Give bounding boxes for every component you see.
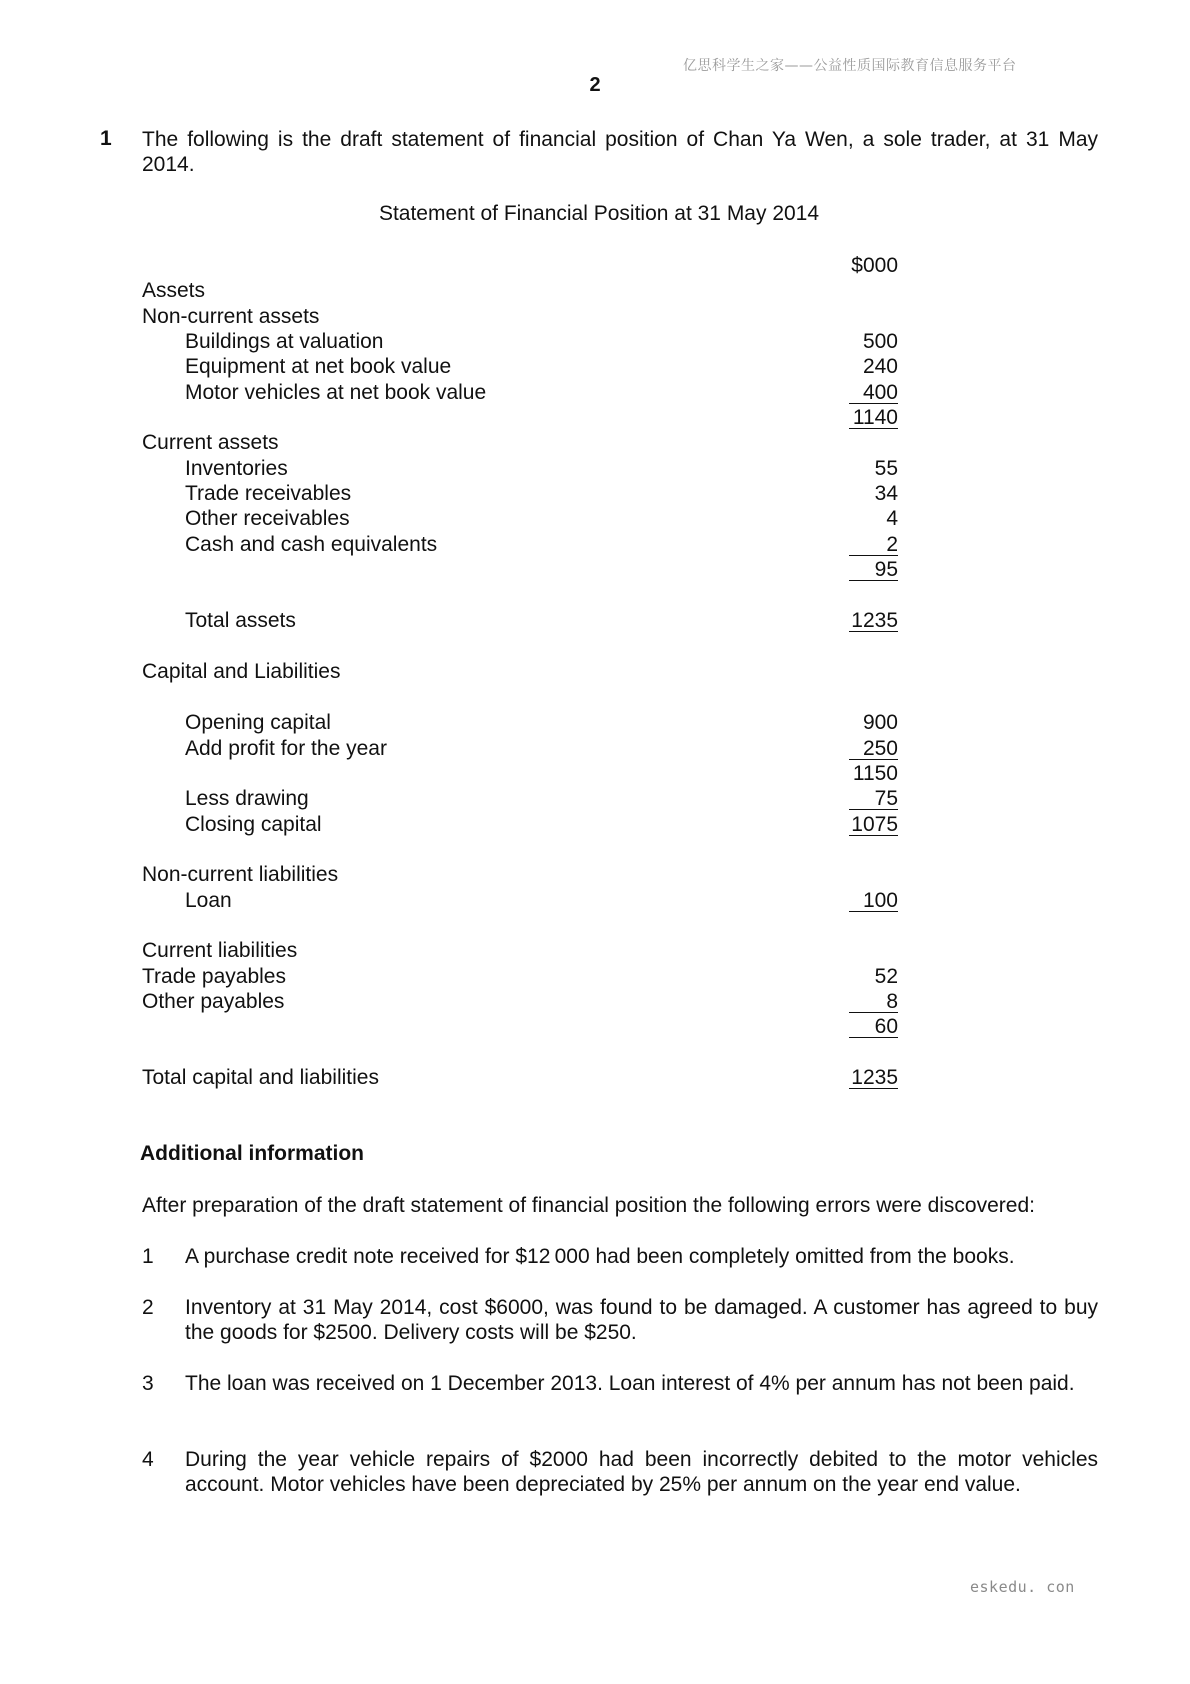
question-intro: The following is the draft statement of financial position of Chan Ya Wen, a sole trader, at 31 May 2014.: [142, 128, 1098, 176]
statement-row-amount: [780, 710, 898, 735]
statement-row-label: Non-current assets: [142, 305, 320, 328]
statement-row-label: Capital and Liabilities: [142, 660, 341, 683]
amount-value: 8: [849, 991, 898, 1013]
amount-value: 1235: [849, 1067, 898, 1089]
amount-value: 240: [862, 355, 898, 378]
statement-row-label: Opening capital: [185, 711, 331, 734]
amount-value: 52: [874, 965, 898, 988]
watermark-header: 亿思科学生之家——公益性质国际教育信息服务平台: [683, 58, 1017, 74]
statement-row-amount: [780, 532, 898, 557]
statement-row-amount: [780, 888, 898, 913]
statement-row-label: Trade payables: [142, 965, 286, 988]
statement-row-label: Current assets: [142, 431, 279, 454]
additional-info-heading: Additional information: [140, 1142, 364, 1165]
statement-row-label: Non-current liabilities: [142, 863, 339, 886]
statement-row-amount: [780, 405, 898, 430]
statement-row-amount: [780, 354, 898, 379]
error-item-text: The loan was received on 1 December 2013. Loan interest of 4% per annum has not been paid.: [185, 1372, 1075, 1395]
error-item-number: 3: [142, 1372, 154, 1395]
statement-row-label: Total capital and liabilities: [142, 1066, 379, 1089]
statement-row-amount: [780, 786, 898, 811]
amount-value: 1150: [852, 762, 898, 785]
amount-value: 500: [862, 330, 898, 353]
statement-title: Statement of Financial Position at 31 May 2014: [378, 202, 820, 225]
question-number: 1: [100, 127, 112, 150]
currency-header: $000: [851, 254, 898, 277]
statement-row-amount: [780, 380, 898, 405]
statement-row-amount: [780, 964, 898, 989]
statement-row-label: Closing capital: [185, 813, 322, 836]
statement-row-label: Less drawing: [185, 787, 309, 810]
amount-value: 4: [886, 507, 898, 530]
amount-value: 55: [874, 457, 898, 480]
amount-value: 250: [849, 738, 898, 760]
statement-row-amount: [780, 506, 898, 531]
error-item-number: 4: [142, 1448, 154, 1471]
additional-info-lead: After preparation of the draft statement of financial position the following errors were discovered:: [142, 1194, 1035, 1217]
error-item-text: Inventory at 31 May 2014, cost $6000, was found to be damaged. A customer has agreed to buy the goods for $2500. Delivery costs will be $250.: [185, 1296, 1098, 1344]
amount-value: 1140: [849, 407, 898, 429]
amount-value: 75: [849, 788, 898, 810]
statement-row-amount: [780, 481, 898, 506]
amount-value: 60: [849, 1016, 898, 1038]
statement-row-label: Equipment at net book value: [185, 355, 452, 378]
amount-value: 400: [849, 382, 898, 404]
statement-row-amount: [780, 1065, 898, 1090]
statement-row-label: Motor vehicles at net book value: [185, 381, 487, 404]
amount-value: 1235: [849, 610, 898, 632]
statement-row-amount: [780, 736, 898, 761]
statement-row-label: Trade receivables: [185, 482, 352, 505]
statement-row-label: Buildings at valuation: [185, 330, 384, 353]
statement-row-label: Add profit for the year: [185, 737, 387, 760]
statement-row-label: Other payables: [142, 990, 285, 1013]
error-item-text: A purchase credit note received for $12 000 had been completely omitted from the books.: [185, 1245, 1015, 1268]
statement-row-label: Inventories: [185, 457, 288, 480]
statement-row-label: Other receivables: [185, 507, 350, 530]
statement-row-amount: [780, 557, 898, 582]
amount-value: 34: [874, 482, 898, 505]
statement-row-label: Current liabilities: [142, 939, 298, 962]
amount-value: 1075: [849, 814, 898, 836]
amount-value: 900: [862, 711, 898, 734]
statement-row-label: Assets: [142, 279, 206, 302]
statement-row-amount: [780, 329, 898, 354]
statement-row-label: Total assets: [185, 609, 296, 632]
statement-row-label: Cash and cash equivalents: [185, 533, 438, 556]
error-item-text: During the year vehicle repairs of $2000 had been incorrectly debited to the motor vehicles account. Motor vehicles have been depreciated by 25% per annum on the year end value.: [185, 1448, 1098, 1496]
error-item-number: 1: [142, 1245, 154, 1268]
amount-value: 100: [849, 890, 898, 912]
amount-value: 95: [849, 559, 898, 581]
page-number: 2: [589, 74, 601, 96]
statement-row-amount: [780, 761, 898, 786]
amount-value: 2: [849, 534, 898, 556]
statement-row-label: Loan: [185, 889, 232, 912]
error-item-number: 2: [142, 1296, 154, 1319]
statement-row-amount: [780, 608, 898, 633]
statement-row-amount: [780, 812, 898, 837]
watermark-footer: eskedu. con: [970, 1578, 1075, 1596]
statement-row-amount: [780, 456, 898, 481]
statement-row-amount: [780, 989, 898, 1014]
statement-row-amount: [780, 1014, 898, 1039]
